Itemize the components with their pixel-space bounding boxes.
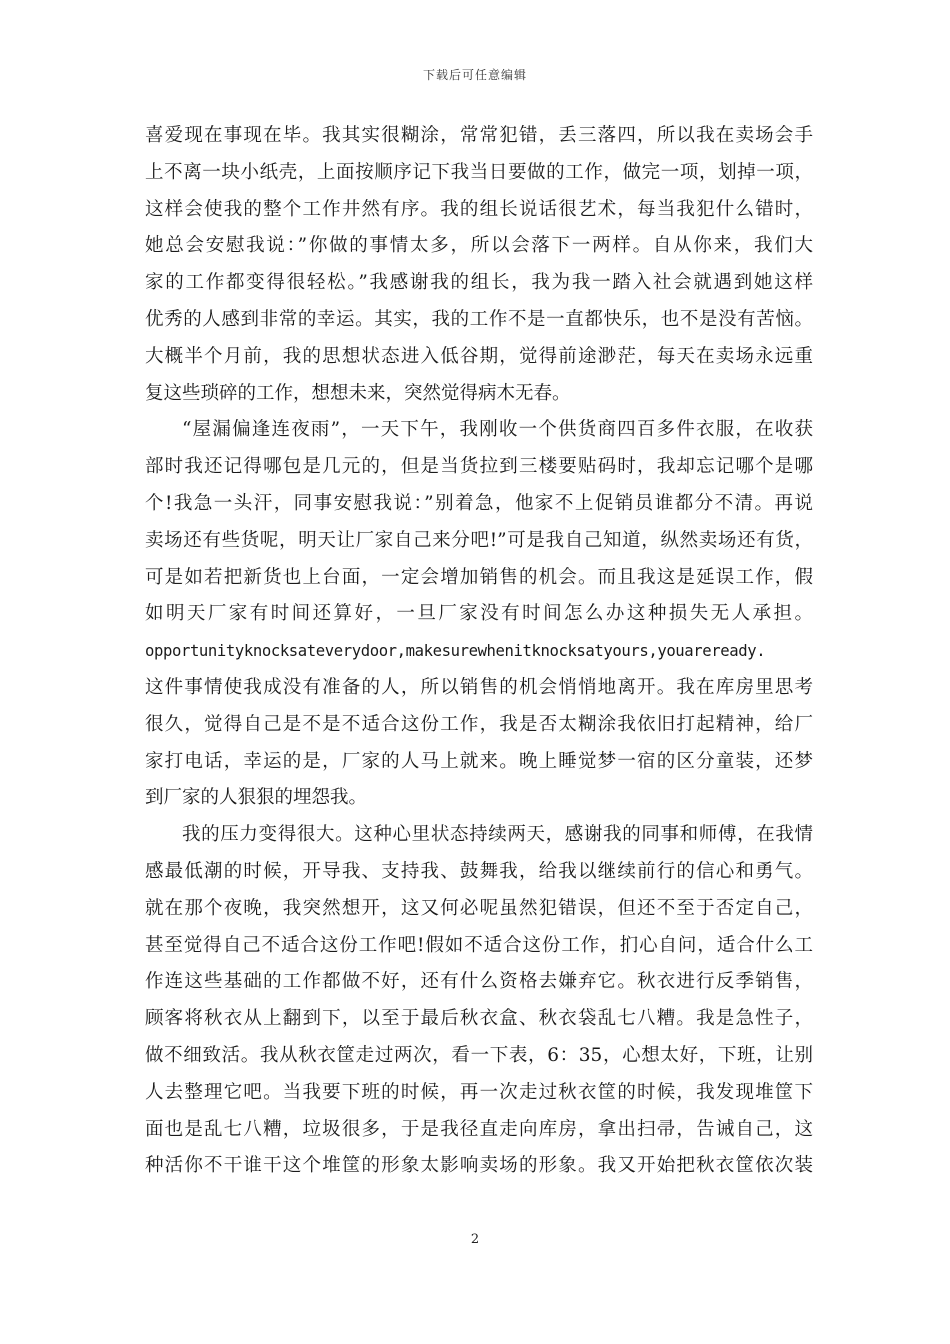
page-number: 2 bbox=[470, 1232, 480, 1247]
text-line: 家的工作都变得很轻松。”我感谢我的组长，我为我一踏入社会就遇到她这样 bbox=[145, 272, 813, 294]
text-line: 甚至觉得自己不适合这份工作吧!假如不适合这份工作，扪心自问，适合什么工 bbox=[145, 934, 813, 956]
paragraph-start-line: 我的压力变得很大。这种心里状态持续两天，感谢我的同事和师傅，在我情 bbox=[182, 824, 813, 846]
text-line: 人去整理它吧。当我要下班的时候，再一次走过秋衣筐的时候，我发现堆筐下 bbox=[145, 1081, 813, 1103]
page-header: 下载后可任意编辑 bbox=[422, 68, 527, 82]
text-line: 就在那个夜晚，我突然想开，这又何必呢虽然犯错误，但还不至于否定自己， bbox=[145, 897, 813, 919]
text-line: 可是如若把新货也上台面，一定会增加销售的机会。而且我这是延误工作，假 bbox=[145, 566, 813, 588]
text-line: 上不离一块小纸壳，上面按顺序记下我当日要做的工作，做完一项，划掉一项， bbox=[145, 161, 813, 183]
text-line: 面也是乱七八糟，垃圾很多，于是我径直走向库房，拿出扫帚，告诫自己，这 bbox=[145, 1118, 813, 1140]
text-line: 卖场还有些货呢，明天让厂家自己来分吧!”可是我自己知道，纵然卖场还有货， bbox=[145, 529, 813, 551]
text-line: 复这些琐碎的工作，想想未来，突然觉得病木无春。 bbox=[145, 382, 571, 404]
text-line: 种活你不干谁干这个堆筐的形象太影响卖场的形象。我又开始把秋衣筐依次装 bbox=[145, 1155, 813, 1177]
text-line: 感最低潮的时候，开导我、支持我、鼓舞我，给我以继续前行的信心和勇气。 bbox=[145, 860, 813, 882]
text-line: 这件事情使我成没有准备的人，所以销售的机会悄悄地离开。我在库房里思考 bbox=[145, 676, 813, 698]
text-line: 大概半个月前，我的思想状态进入低谷期，觉得前途渺茫，每天在卖场永远重 bbox=[145, 345, 813, 367]
text-line: 个!我急一头汗，同事安慰我说：”别着急，他家不上促销员谁都分不清。再说 bbox=[145, 492, 813, 514]
text-line: 如明天厂家有时间还算好，一旦厂家没有时间怎么办这种损失无人承担。 bbox=[145, 603, 813, 625]
text-line: 家打电话，幸运的是，厂家的人马上就来。晚上睡觉梦一宿的区分童装，还梦 bbox=[145, 750, 813, 772]
text-line: 喜爱现在事现在毕。我其实很糊涂，常常犯错，丢三落四，所以我在卖场会手 bbox=[145, 125, 813, 146]
text-line: 她总会安慰我说：”你做的事情太多，所以会落下一两样。自从你来，我们大 bbox=[145, 235, 813, 257]
text-line: 这样会使我的整个工作井然有序。我的组长说话很艺术，每当我犯什么错时， bbox=[145, 198, 813, 220]
text-line: 做不细致活。我从秋衣筐走过两次，看一下表，6：35，心想太好，下班，让别 bbox=[145, 1044, 813, 1066]
text-line: 很久，觉得自己是不是不适合这份工作，我是否太糊涂我依旧打起精神，给厂 bbox=[145, 713, 813, 735]
text-line: 优秀的人感到非常的幸运。其实，我的工作不是一直都快乐，也不是没有苦恼。 bbox=[145, 308, 813, 330]
text-line: 顾客将秋衣从上翻到下，以至于最后秋衣盒、秋衣袋乱七八糟。我是急性子， bbox=[145, 1008, 813, 1030]
text-line: 到厂家的人狠狠的埋怨我。 bbox=[145, 787, 368, 809]
text-line: 部时我还记得哪包是几元的，但是当货拉到三楼要贴码时，我却忘记哪个是哪 bbox=[145, 456, 813, 478]
document-body bbox=[145, 118, 813, 1185]
paragraph-start-line: “屋漏偏逢连夜雨”，一天下午，我刚收一个供货商四百多件衣服，在收获 bbox=[182, 419, 813, 441]
english-text-line: opportunityknocksateverydoor,makesurewhenitknocksatyours,youareready. bbox=[145, 642, 766, 661]
text-line: 作连这些基础的工作都做不好，还有什么资格去嫌弃它。秋衣进行反季销售， bbox=[145, 971, 813, 993]
